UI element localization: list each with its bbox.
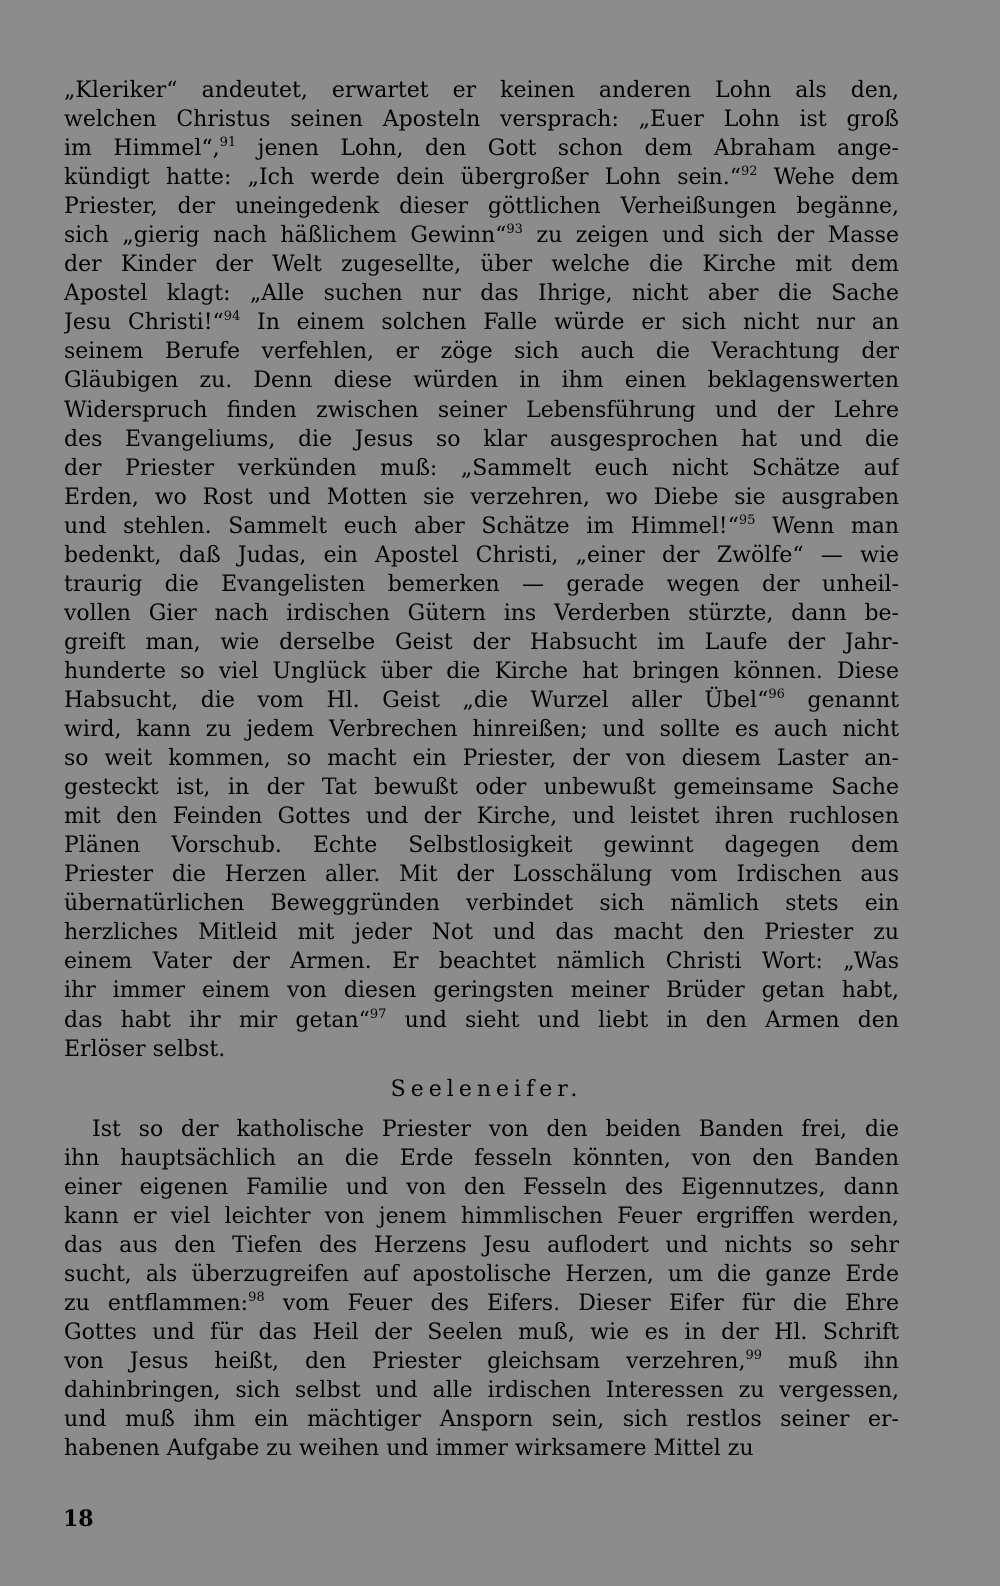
text-line: seinem Berufe verfehlen, er zöge sich auch die Verachtung der xyxy=(64,339,899,365)
text-line: der Priester verkünden muß: „Sammelt euch nicht Schätze auf xyxy=(64,455,899,481)
text-line: kündigt hatte: „Ich werde dein übergroßer Lohn sein.“$^{92}$ Wehe dem xyxy=(64,164,899,191)
text-line: des Evangeliums, die Jesus so klar ausgesprochen hat und die xyxy=(64,426,899,452)
paragraph xyxy=(64,76,899,1064)
text-line: traurig die Evangelisten bemerken — gerade wegen der unheil- xyxy=(64,571,899,597)
text-line: kann er viel leichter von jenem himmlischen Feuer ergriffen werden, xyxy=(64,1203,899,1229)
footnote-marker: 96 xyxy=(768,686,785,702)
text-line: Priester, der uneingedenk dieser göttlichen Verheißungen begänne, xyxy=(64,194,899,220)
footnote-marker: 99 xyxy=(745,1347,763,1363)
text-line: das habt ihr mir getan“$^{97}$ und sieht und liebt in den Armen den xyxy=(64,1006,899,1033)
text-line: sucht, als überzugreifen auf apostolische Herzen, um die ganze Erde xyxy=(64,1261,899,1287)
text-line: Ist so der katholische Priester von den beiden Banden frei, die xyxy=(92,1116,899,1142)
text-line: und stehlen. Sammelt euch aber Schätze im Himmel!“$^{95}$ Wenn man xyxy=(64,512,899,539)
text-line: so weit kommen, so macht ein Priester, der von diesem Laster an- xyxy=(64,746,899,772)
text-line: der Kinder der Welt zugesellte, über welche die Kirche mit dem xyxy=(64,252,899,278)
section-heading: Seeleneifer. xyxy=(390,1076,583,1102)
text-line: ihn hauptsächlich an die Erde fesseln könnten, von den Banden xyxy=(64,1145,899,1171)
text-line: Gottes und für das Heil der Seelen muß, wie es in der Hl. Schrift xyxy=(64,1319,899,1345)
text-line: „Kleriker“ andeutet, erwartet er keinen anderen Lohn als den, xyxy=(64,78,899,103)
text-line: welchen Christus seinen Aposteln versprach: „Euer Lohn ist groß xyxy=(64,107,899,133)
footnote-marker: 94 xyxy=(223,309,241,325)
text-line: herzliches Mitleid mit jeder Not und das macht den Priester zu xyxy=(64,920,899,946)
text-line: bedenkt, daß Judas, ein Apostel Christi, „einer der Zwölfe“ — wie xyxy=(64,542,899,568)
footnote-marker: 97 xyxy=(369,1006,387,1022)
page-number: 18 xyxy=(63,1506,94,1532)
text-line: hunderte so viel Unglück über die Kirche hat bringen können. Diese xyxy=(64,658,899,684)
text-line: ihr immer einem von diesen geringsten meiner Brüder getan habt, xyxy=(64,978,899,1004)
text-line: zu entflammen:$^{98}$ vom Feuer des Eifers. Dieser Eifer für die Ehre xyxy=(64,1289,899,1316)
text-line: Apostel klagt: „Alle suchen nur das Ihrige, nicht aber die Sache xyxy=(64,281,899,307)
footnote-marker: 92 xyxy=(740,164,758,180)
text-line: vollen Gier nach irdischen Gütern ins Verderben stürzte, dann be- xyxy=(64,600,899,626)
footnote-marker: 93 xyxy=(506,222,523,238)
text-line: das aus den Tiefen des Herzens Jesu auflodert und nichts so sehr xyxy=(64,1232,899,1258)
text-line: Widerspruch finden zwischen seiner Lebensführung und der Lehre xyxy=(64,397,899,423)
footnote-marker: 98 xyxy=(248,1289,265,1305)
footnote-marker: 91 xyxy=(219,135,237,151)
paragraph xyxy=(64,1115,899,1464)
text-line: Jesu Christi!“$^{94}$ In einem solchen Falle würde er sich nicht nur an xyxy=(64,309,899,336)
text-line: mit den Feinden Gottes und der Kirche, und leistet ihren ruchlosen xyxy=(64,804,899,830)
text-line: sich „gierig nach häßlichem Gewinn“$^{93}$ zu zeigen und sich der Masse xyxy=(64,222,899,249)
text-line: Erden, wo Rost und Motten sie verzehren, wo Diebe sie ausgraben xyxy=(64,484,899,510)
text-line: und muß ihm ein mächtiger Ansporn sein, sich restlos seiner er- xyxy=(64,1407,899,1433)
text-line: einer eigenen Familie und von den Fesseln des Eigennutzes, dann xyxy=(64,1174,899,1200)
text-line: im Himmel“,$^{91}$ jenen Lohn, den Gott schon dem Abraham ange- xyxy=(64,135,899,162)
text-line: Habsucht, die vom Hl. Geist „die Wurzel aller Übel“$^{96}$ genannt xyxy=(64,686,899,713)
text-line: Gläubigen zu. Denn diese würden in ihm einen beklagenswerten xyxy=(64,368,899,394)
text-line: dahinbringen, sich selbst und alle irdischen Interessen zu vergessen, xyxy=(64,1378,899,1404)
text-line: von Jesus heißt, den Priester gleichsam verzehren,$^{99}$ muß ihn xyxy=(64,1347,899,1374)
text-line: greift man, wie derselbe Geist der Habsucht im Laufe der Jahr- xyxy=(64,629,899,655)
text-line: Plänen Vorschub. Echte Selbstlosigkeit gewinnt dagegen dem xyxy=(64,833,899,859)
page-text-block xyxy=(64,76,899,1463)
text-line: Priester die Herzen aller. Mit der Losschälung vom Irdischen aus xyxy=(64,862,899,888)
text-line: Erlöser selbst. xyxy=(64,1036,226,1062)
text-line: gesteckt ist, in der Tat bewußt oder unbewußt gemeinsame Sache xyxy=(64,775,899,801)
text-line: übernatürlichen Beweggründen verbindet sich nämlich stets ein xyxy=(64,891,899,917)
footnote-marker: 95 xyxy=(738,512,756,528)
text-line: einem Vater der Armen. Er beachtet nämlich Christi Wort: „Was xyxy=(64,949,899,975)
text-line: wird, kann zu jedem Verbrechen hinreißen; und sollte es auch nicht xyxy=(64,717,899,743)
text-line: habenen Aufgabe zu weihen und immer wirksamere Mittel zu xyxy=(64,1436,754,1462)
